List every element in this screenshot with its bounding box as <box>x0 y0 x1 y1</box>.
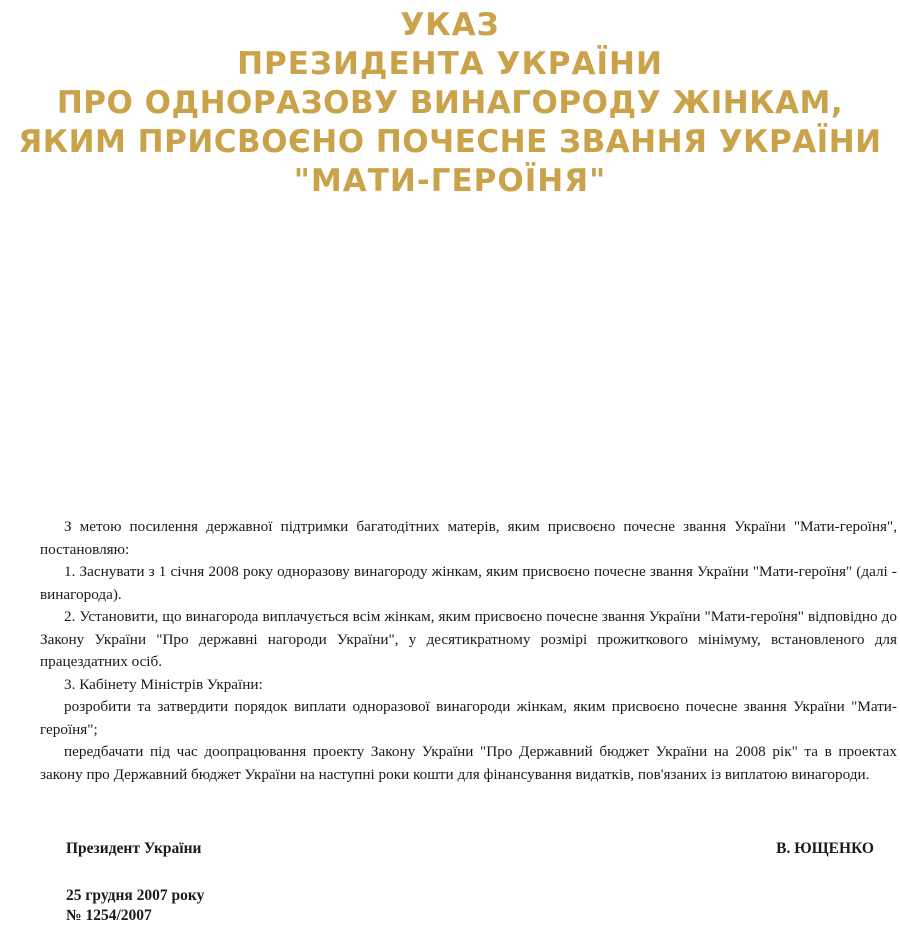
signer-name: В. ЮЩЕНКО <box>776 840 874 857</box>
title-line-recipients: ЯКИМ ПРИСВОЄНО ПОЧЕСНЕ ЗВАННЯ УКРАЇНИ <box>18 124 882 160</box>
clause-3-paragraph: 3. Кабінету Міністрів України: <box>64 675 263 693</box>
title-line-subject: ПРО ОДНОРАЗОВУ ВИНАГОРОДУ ЖІНКАМ, <box>56 85 844 121</box>
title-line-decree: УКАЗ <box>400 7 500 43</box>
clause-3-item-1: розробити та затвердити порядок виплати одноразової винагороди жінкам, яким присвоєно почесне звання України "Мати-героїня"; <box>40 698 897 738</box>
decree-date: 25 грудня 2007 року <box>66 887 205 904</box>
title-line-honor-name: "МАТИ-ГЕРОЇНЯ" <box>293 163 607 199</box>
signature-block <box>66 840 874 926</box>
decree-number: № 1254/2007 <box>66 907 152 924</box>
decree-title <box>0 6 900 201</box>
signature-row <box>66 840 874 858</box>
decree-date-block <box>66 886 874 926</box>
title-line-president: ПРЕЗИДЕНТА УКРАЇНИ <box>237 46 663 82</box>
clause-2-paragraph: 2. Установити, що винагорода виплачується всім жінкам, яким присвоєно почесне звання України "Мати-героїня" відповідно до Закону України "Про державні нагороди України", у десятикратному розмірі прожиткового мінімуму, встановленого для працездатних осіб. <box>40 608 897 670</box>
signer-position: Президент України <box>66 840 202 857</box>
clause-3-item-2: передбачати під час доопрацювання проекту Закону України "Про Державний бюджет України на 2008 рік" та в проектах закону про Державний бюджет України на наступні роки кошти для фінансування видатків, пов'язаних із виплатою винагороди. <box>40 743 897 783</box>
preamble-paragraph: З метою посилення державної підтримки багатодітних матерів, яким присвоєно почесне звання України "Мати-героїня", постановляю: <box>40 518 897 558</box>
clause-1-paragraph: 1. Заснувати з 1 січня 2008 року одноразову винагороду жінкам, яким присвоєно почесне звання України "Мати-героїня" (далі - винагорода). <box>40 563 897 603</box>
decree-body <box>40 516 897 786</box>
